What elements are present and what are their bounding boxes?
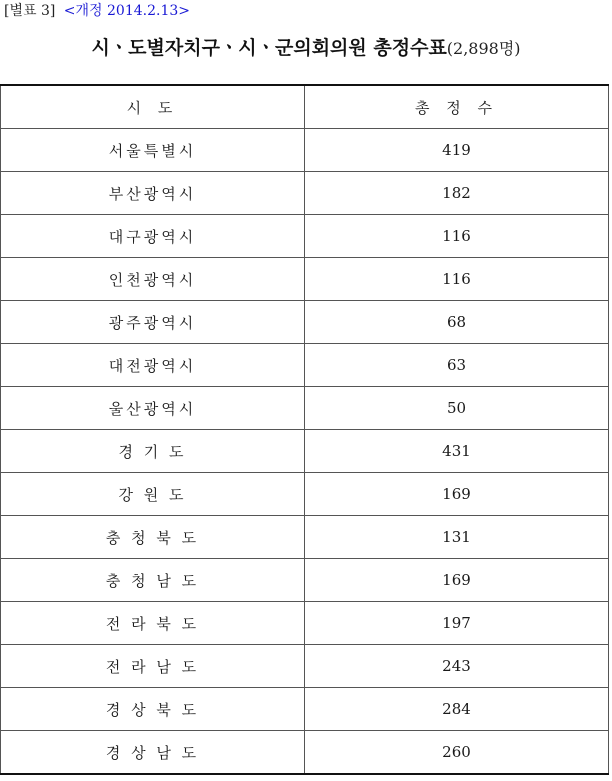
amendment-note: <개정 2014.2.13>	[63, 3, 191, 19]
region-cell: 강 원 도	[1, 473, 305, 516]
header-region: 시 도	[1, 85, 305, 129]
region-cell: 경 기 도	[1, 430, 305, 473]
table-row	[1, 387, 609, 430]
annex-label: [별표 3]	[4, 3, 56, 19]
table-row	[1, 301, 609, 344]
count-cell: 260	[305, 731, 609, 775]
count-cell: 131	[305, 516, 609, 559]
table-row	[1, 258, 609, 301]
count-cell: 116	[305, 258, 609, 301]
page-title	[0, 36, 612, 61]
count-cell: 197	[305, 602, 609, 645]
count-cell: 116	[305, 215, 609, 258]
count-cell: 169	[305, 559, 609, 602]
region-cell: 광주광역시	[1, 301, 305, 344]
table-row	[1, 430, 609, 473]
table-row	[1, 129, 609, 172]
table-row	[1, 516, 609, 559]
region-cell: 인천광역시	[1, 258, 305, 301]
region-cell: 전 라 남 도	[1, 645, 305, 688]
region-cell: 대전광역시	[1, 344, 305, 387]
region-cell: 경 상 북 도	[1, 688, 305, 731]
title-main: 시ㆍ도별자치구ㆍ시ㆍ군의회의원 총정수표	[91, 37, 447, 59]
table-row	[1, 215, 609, 258]
region-cell: 서울특별시	[1, 129, 305, 172]
count-cell: 419	[305, 129, 609, 172]
region-cell: 전 라 북 도	[1, 602, 305, 645]
region-cell: 충 청 남 도	[1, 559, 305, 602]
table-header-row	[1, 85, 609, 129]
count-cell: 284	[305, 688, 609, 731]
count-cell: 50	[305, 387, 609, 430]
table-row	[1, 473, 609, 516]
count-cell: 431	[305, 430, 609, 473]
table-row	[1, 645, 609, 688]
title-total: (2,898명)	[446, 39, 521, 58]
region-cell: 충 청 북 도	[1, 516, 305, 559]
region-cell: 부산광역시	[1, 172, 305, 215]
table-row	[1, 559, 609, 602]
annex-header	[4, 2, 190, 20]
quota-table	[0, 84, 609, 775]
count-cell: 169	[305, 473, 609, 516]
count-cell: 243	[305, 645, 609, 688]
table-row	[1, 731, 609, 775]
table-row	[1, 172, 609, 215]
table-row	[1, 602, 609, 645]
region-cell: 경 상 남 도	[1, 731, 305, 775]
table-row	[1, 344, 609, 387]
header-total: 총 정 수	[305, 85, 609, 129]
count-cell: 182	[305, 172, 609, 215]
count-cell: 63	[305, 344, 609, 387]
count-cell: 68	[305, 301, 609, 344]
region-cell: 대구광역시	[1, 215, 305, 258]
region-cell: 울산광역시	[1, 387, 305, 430]
table-row	[1, 688, 609, 731]
